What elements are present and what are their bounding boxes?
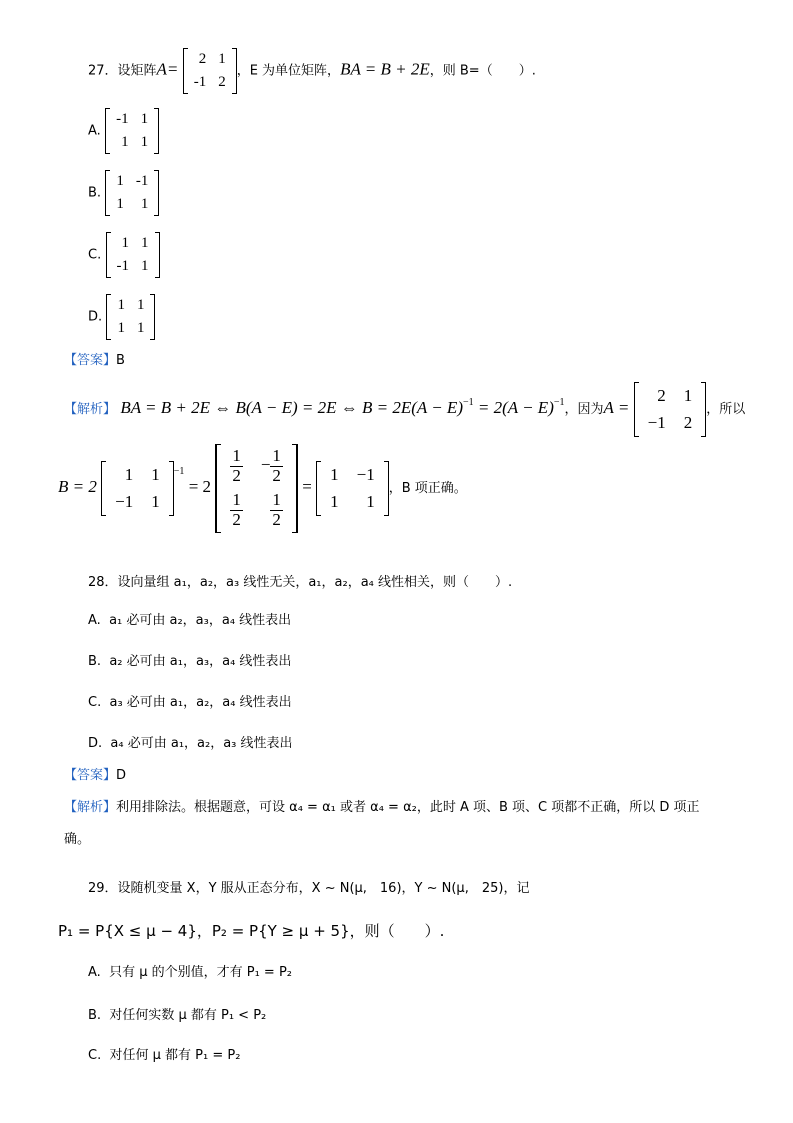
q28-option-a <box>88 614 291 627</box>
q27-stem-suffix: ，则 B=（ ）. <box>429 63 536 79</box>
q27-option-a <box>88 108 159 154</box>
q28-analysis-line1 <box>64 801 700 814</box>
numerator: 1 <box>272 490 281 510</box>
option-label: B. <box>88 185 102 201</box>
q27-option-d <box>88 294 155 340</box>
q28-option-d <box>88 737 293 750</box>
analysis-suffix: ，所以 <box>706 401 746 417</box>
matrix-cell: −1 <box>647 413 666 433</box>
q28-answer <box>64 769 126 782</box>
matrix-cell: 1 <box>151 465 160 485</box>
option-label: B. <box>88 1008 102 1023</box>
option-text: 对任何实数 μ 都有 P₁ < P₂ <box>109 1008 267 1023</box>
matrix-cell: 1 <box>330 465 339 485</box>
matrix-cell: -1 <box>135 173 149 189</box>
option-text: 对任何 μ 都有 P₁ = P₂ <box>109 1048 241 1063</box>
fraction <box>270 447 283 485</box>
q27-solution <box>58 444 467 533</box>
matrix-cell: 2 <box>198 51 207 67</box>
analysis-mid: ，因为 <box>564 401 604 417</box>
matrix-cell: 1 <box>151 492 160 512</box>
matrix-cell: 1 <box>683 386 693 405</box>
fraction <box>270 491 283 529</box>
matrix-cell: 1 <box>141 257 149 274</box>
q27-stem-A: A= <box>156 59 179 79</box>
option-label: D. <box>88 736 103 751</box>
q27-option-b <box>88 170 159 216</box>
q27-matrix-A <box>183 48 237 94</box>
answer-value: B <box>116 353 125 368</box>
fraction <box>230 491 243 529</box>
matrix-cell: 1 <box>140 195 149 212</box>
option-text: 只有 μ 的个别值，才有 P₁ = P₂ <box>109 965 292 980</box>
analysis-tag: 【解析】 <box>64 401 117 417</box>
matrix-cell <box>221 444 252 488</box>
option-label: D. <box>88 309 103 325</box>
matrix-cell: 1 <box>124 465 134 485</box>
q29-option-c <box>88 1049 240 1062</box>
matrix-cell: 1 <box>140 111 149 127</box>
numerator: 1 <box>232 446 241 465</box>
q28-analysis-line2: 确。 <box>64 832 91 847</box>
q29-stem-line2: P₁ = P{X ≤ μ − 4}，P₂ = P{Y ≥ μ + 5}，则（ ）. <box>58 922 445 940</box>
sol-matrix-1 <box>101 461 174 516</box>
q27-stem <box>88 48 536 94</box>
matrix-cell: 1 <box>117 319 125 336</box>
q27-analysis <box>64 382 745 437</box>
answer-tag: 【答案】 <box>64 768 117 783</box>
q27-answer <box>64 354 125 367</box>
option-matrix <box>106 232 160 278</box>
q27-stem-prefix: 27．设矩阵 <box>88 63 157 79</box>
analysis-matrix-A <box>634 382 707 437</box>
matrix-cell: 1 <box>136 297 145 313</box>
option-label: A. <box>88 965 101 980</box>
sol-text: ，B 项正确。 <box>388 480 467 496</box>
option-label: C. <box>88 247 102 263</box>
sol-eq2: = <box>302 476 312 496</box>
option-label: A. <box>88 613 101 628</box>
inverse-sup: −1 <box>553 396 565 408</box>
analysis-tag: 【解析】 <box>64 800 117 815</box>
inverse-sup: −1 <box>173 465 185 477</box>
sol-B: B = 2 <box>58 476 97 496</box>
matrix-cell: 1 <box>141 235 149 251</box>
matrix-cell: 2 <box>218 73 226 90</box>
analysis-A: A = <box>603 397 630 417</box>
matrix-cell: 1 <box>116 195 124 212</box>
matrix-cell: −1 <box>356 465 375 485</box>
minus-sign: − <box>260 455 271 475</box>
matrix-cell: -1 <box>116 257 130 274</box>
analysis-eq: BA = B + 2E ⇔ B(A − E) = 2E ⇔ B = 2E(A − E) <box>120 397 463 417</box>
sol-eq: = 2 <box>188 476 212 496</box>
q29-option-a <box>88 966 292 979</box>
matrix-cell: 1 <box>121 133 129 150</box>
q28-stem: 28．设向量组 a₁，a₂，a₃ 线性无关，a₁，a₂，a₄ 线性相关，则（ ）. <box>88 575 513 590</box>
matrix-cell: 2 <box>683 413 693 433</box>
option-text: a₃ 必可由 a₁，a₂，a₄ 线性表出 <box>109 695 292 710</box>
q27-stem-eq: BA = B + 2E <box>340 59 430 79</box>
matrix-cell <box>252 444 292 488</box>
q27-stem-mid: ，E 为单位矩阵， <box>236 63 341 79</box>
answer-tag: 【答案】 <box>64 353 117 368</box>
option-text: a₄ 必可由 a₁，a₂，a₃ 线性表出 <box>110 736 293 751</box>
analysis-eq2: = 2(A − E) <box>473 397 554 417</box>
denominator: 2 <box>232 510 241 530</box>
matrix-cell: 2 <box>657 386 666 405</box>
option-label: B. <box>88 654 102 669</box>
matrix-cell: 1 <box>140 133 149 150</box>
matrix-cell: 1 <box>136 319 145 336</box>
option-text: a₁ 必可由 a₂，a₃，a₄ 线性表出 <box>109 613 292 628</box>
q28-option-b <box>88 655 291 668</box>
option-label: C. <box>88 695 102 710</box>
matrix-cell: -1 <box>116 111 129 127</box>
q27-option-c <box>88 232 160 278</box>
analysis-text: 利用排除法。根据题意，可设 α₄ = α₁ 或者 α₄ = α₂，此时 A 项、B 项、C 项都不正确，所以 D 项正 <box>116 800 700 815</box>
matrix-cell: 1 <box>116 173 124 189</box>
matrix-cell: -1 <box>193 73 207 90</box>
option-matrix <box>105 170 159 216</box>
matrix-cell <box>221 488 252 532</box>
numerator: 1 <box>272 446 281 465</box>
fraction <box>230 447 243 485</box>
matrix-cell: 1 <box>218 51 226 67</box>
inverse-sup: −1 <box>462 396 474 408</box>
matrix-cell: 1 <box>330 492 339 512</box>
option-text: a₂ 必可由 a₁，a₃，a₄ 线性表出 <box>109 654 292 669</box>
q29-option-b <box>88 1009 266 1022</box>
denominator: 2 <box>272 510 281 530</box>
answer-value: D <box>116 768 127 783</box>
matrix-cell: 1 <box>121 235 130 251</box>
option-label: C. <box>88 1048 102 1063</box>
sol-matrix-2 <box>215 444 298 533</box>
sol-matrix-3 <box>316 461 389 516</box>
q29-stem-line1: 29．设随机变量 X，Y 服从正态分布，X ~ N(μ, 16)，Y ~ N(μ, 25)，记 <box>88 881 530 896</box>
matrix-cell <box>252 488 292 532</box>
option-matrix <box>105 108 159 154</box>
matrix-cell: 1 <box>117 297 125 313</box>
matrix-cell: 1 <box>366 492 375 512</box>
denominator: 2 <box>232 465 241 485</box>
denominator: 2 <box>272 465 281 485</box>
option-matrix <box>106 294 155 340</box>
numerator: 1 <box>232 490 241 510</box>
option-label: A. <box>88 123 101 139</box>
q28-option-c <box>88 696 292 709</box>
matrix-cell: −1 <box>115 492 134 512</box>
